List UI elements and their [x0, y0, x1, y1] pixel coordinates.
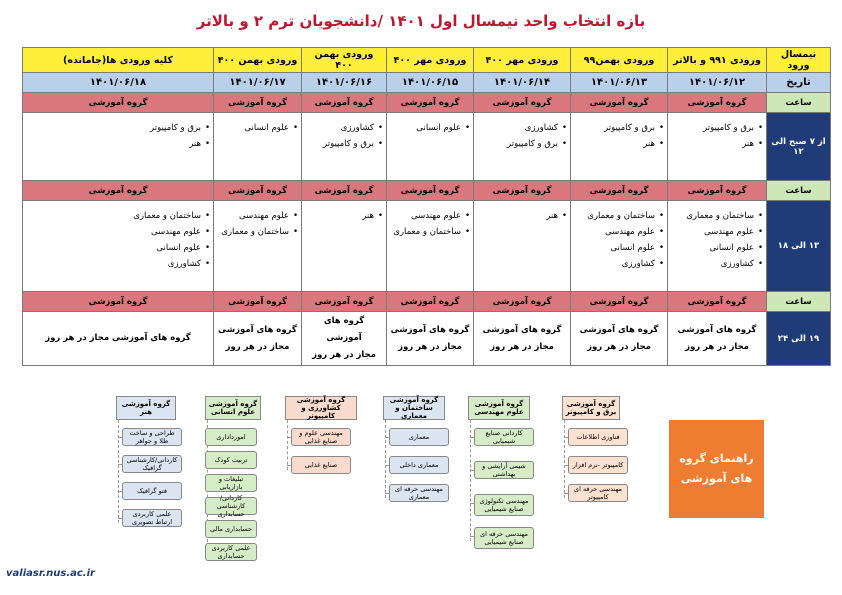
group-list-item: •علوم انسانی	[416, 123, 470, 133]
group-list-item: •کشاورزی	[167, 259, 210, 269]
group-item-box: فناوری اطلاعات	[568, 428, 628, 446]
evening-line: مجاز در هر روز	[398, 341, 462, 352]
group-list-item: •ساختمان و معماری	[133, 211, 210, 221]
evening-line: مجاز در هر روز	[490, 341, 554, 352]
evening-line: گروه های آموزشی	[677, 324, 757, 335]
group-label-cell: گروه آموزشی	[474, 292, 571, 312]
group-label-cell: گروه آموزشی	[23, 93, 214, 113]
group-list-item: •کشاورزی	[524, 123, 567, 133]
group-item-box: علمی کاربردی حسابداری	[205, 543, 257, 561]
date-row	[23, 73, 831, 93]
date-cell: ۱۴۰۱/۰۶/۱۲	[668, 73, 767, 93]
date-cell: تاریخ	[767, 73, 831, 93]
group-item-box: کاردانی/کارشناسی گرافیک	[122, 455, 182, 473]
group-item-box: مهندسی تکنولوژی صنایع شیمیایی	[474, 494, 534, 516]
group-list-item: •برق و کامپیوتر	[703, 123, 763, 133]
group-list-cell	[668, 113, 767, 181]
group-label-cell: گروه آموزشی	[387, 93, 474, 113]
group-list-item: •علوم مهندسی	[411, 211, 470, 221]
time-cell: از ۷ صبح الی ۱۲	[767, 113, 831, 181]
group-list-item: •علوم مهندسی	[151, 227, 210, 237]
group-list-item: •علوم انسانی	[709, 243, 763, 253]
group-list-item: •ساختمان و معماری	[686, 211, 763, 221]
group-head-box: گروه آموزشی علوم انسانی	[205, 396, 261, 420]
group-label-cell: گروه آموزشی	[23, 292, 214, 312]
group-label-cell: گروه آموزشی	[214, 93, 302, 113]
group-list-item: •هنر	[643, 139, 664, 149]
group-list-item: •علوم مهندسی	[239, 211, 298, 221]
evening-line: مجاز در هر روز	[312, 350, 376, 360]
group-label-cell: گروه آموزشی	[474, 181, 571, 201]
group-item-box: کاردانی صنایع شیمیایی	[474, 428, 534, 446]
evening-line: گروه های آموزشی	[323, 316, 365, 343]
column-header: ورودی مهر ۴۰۰	[474, 48, 571, 73]
column-header: ورودی بهمن۹۹	[571, 48, 668, 73]
group-list-cell	[214, 201, 302, 292]
date-cell: ۱۴۰۱/۰۶/۱۶	[302, 73, 387, 93]
group-head-box: گروه آموزشی هنر	[116, 396, 176, 420]
column-header: ورودی ۹۹۱ و بالاتر	[668, 48, 767, 73]
group-item-box: طراحی و ساخت طلا و جواهر	[122, 428, 182, 446]
group-list-item: •علوم انسانی	[156, 243, 210, 253]
group-label-cell: گروه آموزشی	[571, 292, 668, 312]
group-label-cell: گروه آموزشی	[302, 181, 387, 201]
group-item-box: مهندسی حرفه ای معماری	[389, 484, 449, 502]
group-list-cell	[23, 201, 214, 292]
guide-box: راهنمای گروه های آموزشی	[669, 420, 764, 518]
group-list-item: •ساختمان و معماری	[587, 211, 664, 221]
group-label-cell: گروه آموزشی	[668, 292, 767, 312]
group-item-box: علمی کاربردی ارتباط تصویری	[122, 509, 182, 527]
group-list-item: •هنر	[189, 139, 210, 149]
group-list-cell	[214, 113, 302, 181]
evening-cell	[474, 312, 571, 366]
group-item-box: حسابداری مالی	[205, 520, 257, 538]
group-row	[23, 292, 831, 312]
time-cell: ۱۳ الی ۱۸	[767, 201, 831, 292]
group-label-cell: گروه آموزشی	[302, 93, 387, 113]
group-list-item: •هنر	[546, 211, 567, 221]
time-header-cell: ساعت	[767, 93, 831, 113]
group-row	[23, 181, 831, 201]
group-item-box: تبلیغات و بازاریابی	[205, 474, 257, 492]
date-cell: ۱۴۰۱/۰۶/۱۵	[387, 73, 474, 93]
evening-line: مجاز در هر روز	[685, 341, 749, 352]
group-list-item: •علوم مهندسی	[605, 227, 664, 237]
evening-line: گروه های آموزشی	[218, 324, 297, 335]
group-label-cell: گروه آموزشی	[668, 93, 767, 113]
group-item-box: معماری داخلی	[389, 456, 449, 474]
group-list-cell	[474, 113, 571, 181]
group-list-cell	[302, 113, 387, 181]
evening-line: گروه های آموزشی	[579, 324, 659, 335]
evening-line: گروه های آموزشی	[390, 324, 470, 335]
group-list-item: •علوم مهندسی	[704, 227, 763, 237]
group-list-cell	[387, 201, 474, 292]
group-list-item: •علوم انسانی	[244, 123, 298, 133]
group-item-box: معماری	[389, 428, 449, 446]
group-list-item: •کشاورزی	[720, 259, 763, 269]
column-header: ورودی بهمن ۴۰۰	[302, 48, 387, 73]
evening-cell: گروه های آموزشی مجاز در هر روز	[23, 312, 214, 366]
evening-cell	[302, 312, 387, 366]
group-item-box: شیمی آرایشی و بهداشتی	[474, 461, 534, 479]
evening-cell	[387, 312, 474, 366]
group-label-cell: گروه آموزشی	[214, 181, 302, 201]
group-list-cell	[23, 113, 214, 181]
group-list-cell	[474, 201, 571, 292]
group-list-item: •کشاورزی	[621, 259, 664, 269]
column-header: ورودی بهمن ۴۰۰	[214, 48, 302, 73]
group-item-box: مهندسی حرفه ای صنایع شیمیایی	[474, 527, 534, 549]
group-item-box: تربیت کودک	[205, 451, 257, 469]
group-list-item: •هنر	[742, 139, 763, 149]
time-header-cell: ساعت	[767, 292, 831, 312]
header-row	[23, 48, 831, 73]
evening-line: مجاز در هر روز	[587, 341, 651, 352]
group-item-box: امورداداری	[205, 428, 257, 446]
date-cell: ۱۴۰۱/۰۶/۱۴	[474, 73, 571, 93]
time-header-cell: ساعت	[767, 181, 831, 201]
group-label-cell: گروه آموزشی	[668, 181, 767, 201]
group-head-box: گروه آموزشی کشاورزی و کامپیوتر	[285, 396, 357, 420]
group-item-box: فتو گرافیک	[122, 482, 182, 500]
column-header: نیمسال ورود	[767, 48, 831, 73]
group-head-box: گروه آموزشی برق و کامپیوتر	[562, 396, 620, 420]
column-header: ورودی مهر ۴۰۰	[387, 48, 474, 73]
date-cell: ۱۴۰۱/۰۶/۱۷	[214, 73, 302, 93]
column-header: کلیه ورودی ها(جامانده)	[23, 48, 214, 73]
group-item-box: مهندسی حرفه ای کامپیوتر	[568, 484, 628, 502]
group-list-cell	[302, 201, 387, 292]
group-item-box: مهندسی علوم و صنایع غذایی	[291, 428, 351, 446]
date-cell: ۱۴۰۱/۰۶/۱۳	[571, 73, 668, 93]
afternoon-row	[23, 201, 831, 292]
group-label-cell: گروه آموزشی	[387, 181, 474, 201]
footer-url[interactable]: valiasr.nus.ac.ir	[6, 568, 95, 579]
group-label-cell: گروه آموزشی	[571, 181, 668, 201]
group-list-item: •هنر	[362, 211, 383, 221]
group-list-item: •برق و کامپیوتر	[323, 139, 383, 149]
group-list-item: •برق و کامپیوتر	[150, 123, 210, 133]
group-row	[23, 93, 831, 113]
group-list-cell	[387, 113, 474, 181]
group-item-box: صنایع غذایی	[291, 456, 351, 474]
group-label-cell: گروه آموزشی	[474, 93, 571, 113]
group-list-item: •برق و کامپیوتر	[604, 123, 664, 133]
group-list-item: •علوم انسانی	[610, 243, 664, 253]
group-head-box: گروه آموزشی علوم مهندسی	[468, 396, 530, 420]
group-head-box: گروه آموزشی ساختمان و معماری	[383, 396, 445, 420]
time-cell: ۱۹ الی ۲۴	[767, 312, 831, 366]
date-cell: ۱۴۰۱/۰۶/۱۸	[23, 73, 214, 93]
group-list-cell	[571, 201, 668, 292]
group-list-cell	[668, 201, 767, 292]
evening-cell	[668, 312, 767, 366]
group-list-cell	[571, 113, 668, 181]
group-label-cell: گروه آموزشی	[571, 93, 668, 113]
evening-cell	[214, 312, 302, 366]
group-list-item: •ساختمان و معماری	[221, 227, 298, 237]
group-label-cell: گروه آموزشی	[302, 292, 387, 312]
schedule-table	[22, 47, 831, 366]
group-label-cell: گروه آموزشی	[387, 292, 474, 312]
evening-row	[23, 312, 831, 366]
evening-cell	[571, 312, 668, 366]
group-list-item: •برق و کامپیوتر	[507, 139, 567, 149]
evening-line: گروه های آموزشی	[482, 324, 562, 335]
group-item-box: کامپیوتر -نرم افزار	[568, 456, 628, 474]
group-list-item: •ساختمان و معماری	[393, 227, 470, 237]
morning-row	[23, 113, 831, 181]
group-label-cell: گروه آموزشی	[214, 292, 302, 312]
group-item-box: کاردانی/کارشناسی حسابداری	[205, 497, 257, 515]
evening-line: مجاز در هر روز	[225, 341, 290, 352]
group-label-cell: گروه آموزشی	[23, 181, 214, 201]
group-list-item: •کشاورزی	[340, 123, 383, 133]
page-title: بازه انتخاب واحد نیمسال اول ۱۴۰۱ /دانشجویان ترم ۲ و بالاتر	[196, 12, 646, 30]
